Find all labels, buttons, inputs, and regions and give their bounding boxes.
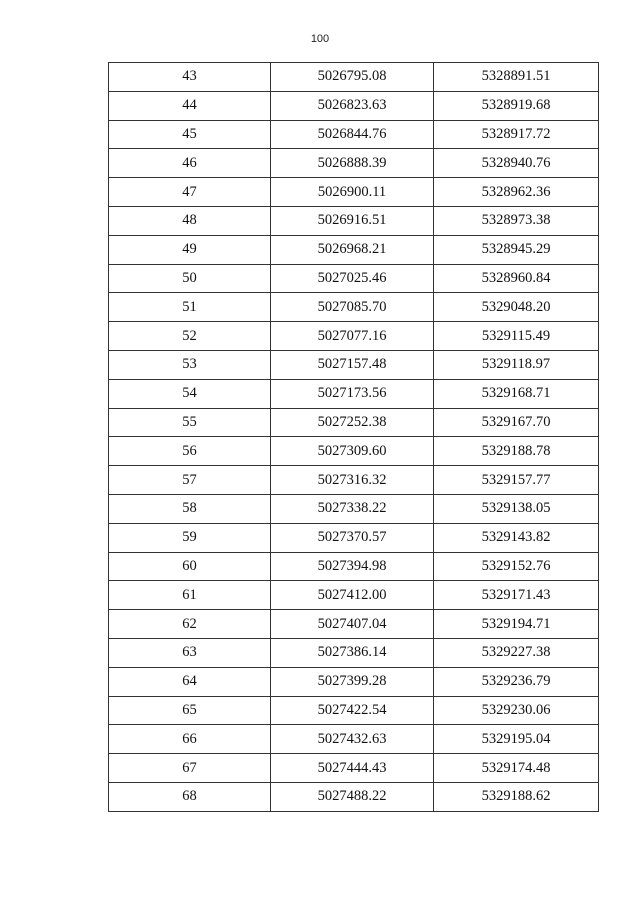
table-row <box>109 350 599 379</box>
table-row <box>109 120 599 149</box>
table-row <box>109 667 599 696</box>
y-coordinate-cell: 5329115.49 <box>434 322 599 351</box>
y-coordinate-cell: 5329152.76 <box>434 552 599 581</box>
table-row <box>109 178 599 207</box>
x-coordinate-cell: 5027386.14 <box>271 638 434 667</box>
x-coordinate-cell: 5026916.51 <box>271 206 434 235</box>
table-row <box>109 149 599 178</box>
y-coordinate-cell: 5328945.29 <box>434 235 599 264</box>
table-row <box>109 782 599 811</box>
x-coordinate-cell: 5027025.46 <box>271 264 434 293</box>
table-row <box>109 264 599 293</box>
x-coordinate-cell: 5026888.39 <box>271 149 434 178</box>
x-coordinate-cell: 5027394.98 <box>271 552 434 581</box>
x-coordinate-cell: 5027173.56 <box>271 379 434 408</box>
point-number-cell: 64 <box>109 667 271 696</box>
point-number-cell: 59 <box>109 523 271 552</box>
point-number-cell: 66 <box>109 725 271 754</box>
table-row <box>109 494 599 523</box>
point-number-cell: 54 <box>109 379 271 408</box>
y-coordinate-cell: 5329188.62 <box>434 782 599 811</box>
x-coordinate-cell: 5027157.48 <box>271 350 434 379</box>
table-row <box>109 91 599 120</box>
table-row <box>109 581 599 610</box>
y-coordinate-cell: 5329194.71 <box>434 610 599 639</box>
y-coordinate-cell: 5328973.38 <box>434 206 599 235</box>
point-number-cell: 47 <box>109 178 271 207</box>
y-coordinate-cell: 5329230.06 <box>434 696 599 725</box>
x-coordinate-cell: 5027309.60 <box>271 437 434 466</box>
table-row <box>109 754 599 783</box>
y-coordinate-cell: 5329195.04 <box>434 725 599 754</box>
x-coordinate-cell: 5027422.54 <box>271 696 434 725</box>
x-coordinate-cell: 5027444.43 <box>271 754 434 783</box>
point-number-cell: 67 <box>109 754 271 783</box>
point-number-cell: 43 <box>109 63 271 92</box>
x-coordinate-cell: 5026968.21 <box>271 235 434 264</box>
table-row <box>109 63 599 92</box>
y-coordinate-cell: 5329188.78 <box>434 437 599 466</box>
x-coordinate-cell: 5027252.38 <box>271 408 434 437</box>
table-row <box>109 437 599 466</box>
table-row <box>109 293 599 322</box>
table-row <box>109 523 599 552</box>
page-number: 100 <box>310 33 330 45</box>
table-row <box>109 466 599 495</box>
y-coordinate-cell: 5329048.20 <box>434 293 599 322</box>
point-number-cell: 63 <box>109 638 271 667</box>
point-number-cell: 60 <box>109 552 271 581</box>
y-coordinate-cell: 5329138.05 <box>434 494 599 523</box>
table-row <box>109 552 599 581</box>
point-number-cell: 49 <box>109 235 271 264</box>
x-coordinate-cell: 5027370.57 <box>271 523 434 552</box>
y-coordinate-cell: 5329174.48 <box>434 754 599 783</box>
table-row <box>109 235 599 264</box>
x-coordinate-cell: 5027412.00 <box>271 581 434 610</box>
point-number-cell: 55 <box>109 408 271 437</box>
y-coordinate-cell: 5329157.77 <box>434 466 599 495</box>
point-number-cell: 48 <box>109 206 271 235</box>
point-number-cell: 45 <box>109 120 271 149</box>
point-number-cell: 56 <box>109 437 271 466</box>
y-coordinate-cell: 5329236.79 <box>434 667 599 696</box>
x-coordinate-cell: 5027432.63 <box>271 725 434 754</box>
point-number-cell: 58 <box>109 494 271 523</box>
point-number-cell: 44 <box>109 91 271 120</box>
x-coordinate-cell: 5027399.28 <box>271 667 434 696</box>
point-number-cell: 61 <box>109 581 271 610</box>
point-number-cell: 57 <box>109 466 271 495</box>
y-coordinate-cell: 5328962.36 <box>434 178 599 207</box>
y-coordinate-cell: 5328917.72 <box>434 120 599 149</box>
x-coordinate-cell: 5027338.22 <box>271 494 434 523</box>
table-row <box>109 379 599 408</box>
point-number-cell: 51 <box>109 293 271 322</box>
table-row <box>109 610 599 639</box>
x-coordinate-cell: 5026795.08 <box>271 63 434 92</box>
point-number-cell: 50 <box>109 264 271 293</box>
table-row <box>109 638 599 667</box>
table-row <box>109 696 599 725</box>
table-row <box>109 408 599 437</box>
x-coordinate-cell: 5027085.70 <box>271 293 434 322</box>
y-coordinate-cell: 5329167.70 <box>434 408 599 437</box>
table-row <box>109 725 599 754</box>
point-number-cell: 62 <box>109 610 271 639</box>
x-coordinate-cell: 5027407.04 <box>271 610 434 639</box>
table-row <box>109 206 599 235</box>
y-coordinate-cell: 5329143.82 <box>434 523 599 552</box>
x-coordinate-cell: 5026900.11 <box>271 178 434 207</box>
y-coordinate-cell: 5328960.84 <box>434 264 599 293</box>
table-body <box>109 63 599 812</box>
x-coordinate-cell: 5027488.22 <box>271 782 434 811</box>
x-coordinate-cell: 5027077.16 <box>271 322 434 351</box>
x-coordinate-cell: 5026823.63 <box>271 91 434 120</box>
y-coordinate-cell: 5328940.76 <box>434 149 599 178</box>
y-coordinate-cell: 5328919.68 <box>434 91 599 120</box>
point-number-cell: 53 <box>109 350 271 379</box>
point-number-cell: 65 <box>109 696 271 725</box>
y-coordinate-cell: 5329171.43 <box>434 581 599 610</box>
y-coordinate-cell: 5329118.97 <box>434 350 599 379</box>
y-coordinate-cell: 5329168.71 <box>434 379 599 408</box>
x-coordinate-cell: 5026844.76 <box>271 120 434 149</box>
y-coordinate-cell: 5329227.38 <box>434 638 599 667</box>
coordinate-table <box>108 62 599 812</box>
point-number-cell: 46 <box>109 149 271 178</box>
point-number-cell: 52 <box>109 322 271 351</box>
y-coordinate-cell: 5328891.51 <box>434 63 599 92</box>
point-number-cell: 68 <box>109 782 271 811</box>
x-coordinate-cell: 5027316.32 <box>271 466 434 495</box>
table-row <box>109 322 599 351</box>
